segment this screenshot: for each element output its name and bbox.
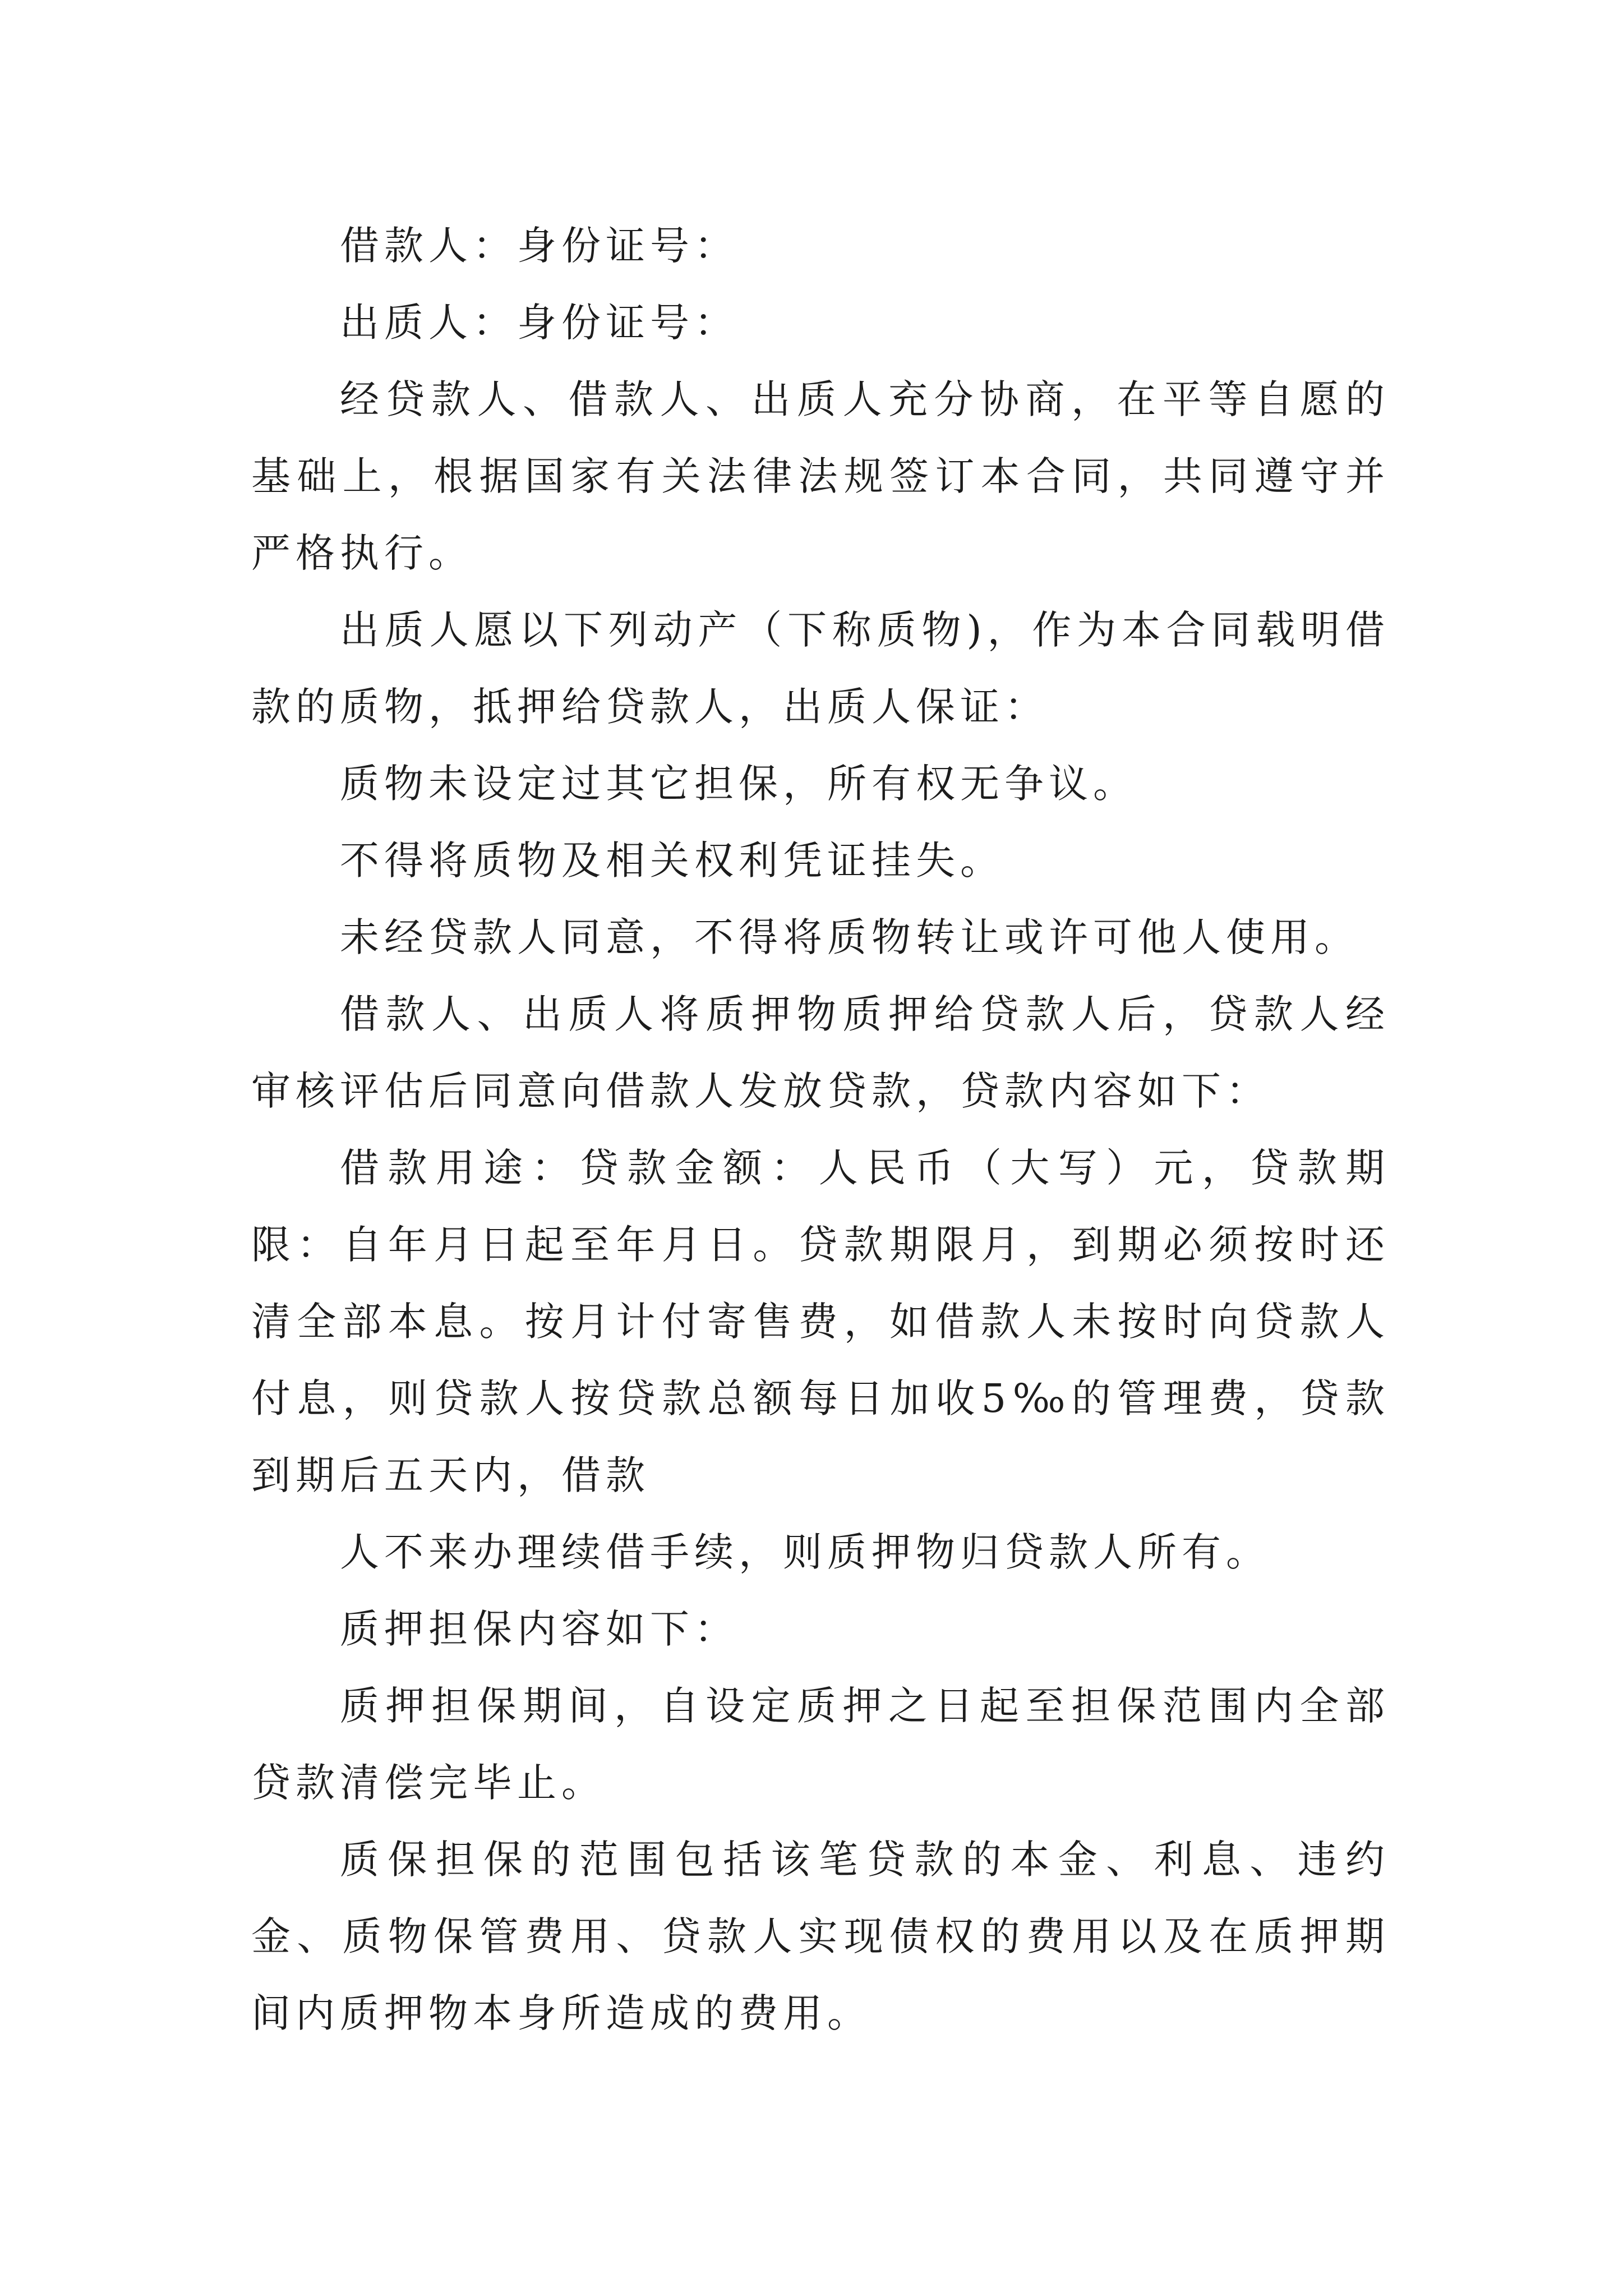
paragraph-loan-terms: 借款用途：贷款金额：人民币（大写）元，贷款期限：自年月日起至年月日。贷款期限月，到期必须按时还清全部本息。按月计付寄售费，如借款人未按时向贷款人付息，则贷款人按贷款总额每日加收5‰的管理费，贷款到期后五天内，借款 bbox=[251, 1145, 1390, 1498]
paragraph-borrower-id: 借款人：身份证号： bbox=[340, 223, 739, 269]
paragraph-pledge-statement: 出质人愿以下列动产（下称质物)，作为本合同载明借款的质物，抵押给贷款人，出质人保证： bbox=[251, 607, 1390, 730]
paragraph-pledge-period: 质押担保期间，自设定质押之日起至担保范围内全部贷款清偿完毕止。 bbox=[251, 1683, 1390, 1806]
paragraph-agreement-basis: 经贷款人、借款人、出质人充分协商，在平等自愿的基础上，根据国家有关法律法规签订本合同，共同遵守并严格执行。 bbox=[251, 376, 1390, 576]
paragraph-guarantee-1: 质物未设定过其它担保，所有权无争议。 bbox=[340, 761, 1137, 807]
paragraph-pledge-scope: 质保担保的范围包括该笔贷款的本金、利息、违约金、质物保管费用、贷款人实现债权的费用以及在质押期间内质押物本身所造成的费用。 bbox=[251, 1837, 1390, 2036]
paragraph-pledgor-id: 出质人：身份证号： bbox=[340, 300, 739, 346]
paragraph-renewal: 人不来办理续借手续，则质押物归贷款人所有。 bbox=[340, 1529, 1270, 1575]
paragraph-loan-approval: 借款人、出质人将质押物质押给贷款人后，贷款人经审核评估后同意向借款人发放贷款，贷款内容如下： bbox=[251, 991, 1390, 1114]
paragraph-guarantee-3: 未经贷款人同意，不得将质物转让或许可他人使用。 bbox=[340, 914, 1359, 960]
paragraph-guarantee-2: 不得将质物及相关权利凭证挂失。 bbox=[340, 838, 1004, 884]
document-body bbox=[251, 208, 1390, 2052]
paragraph-pledge-heading: 质押担保内容如下： bbox=[340, 1606, 739, 1652]
